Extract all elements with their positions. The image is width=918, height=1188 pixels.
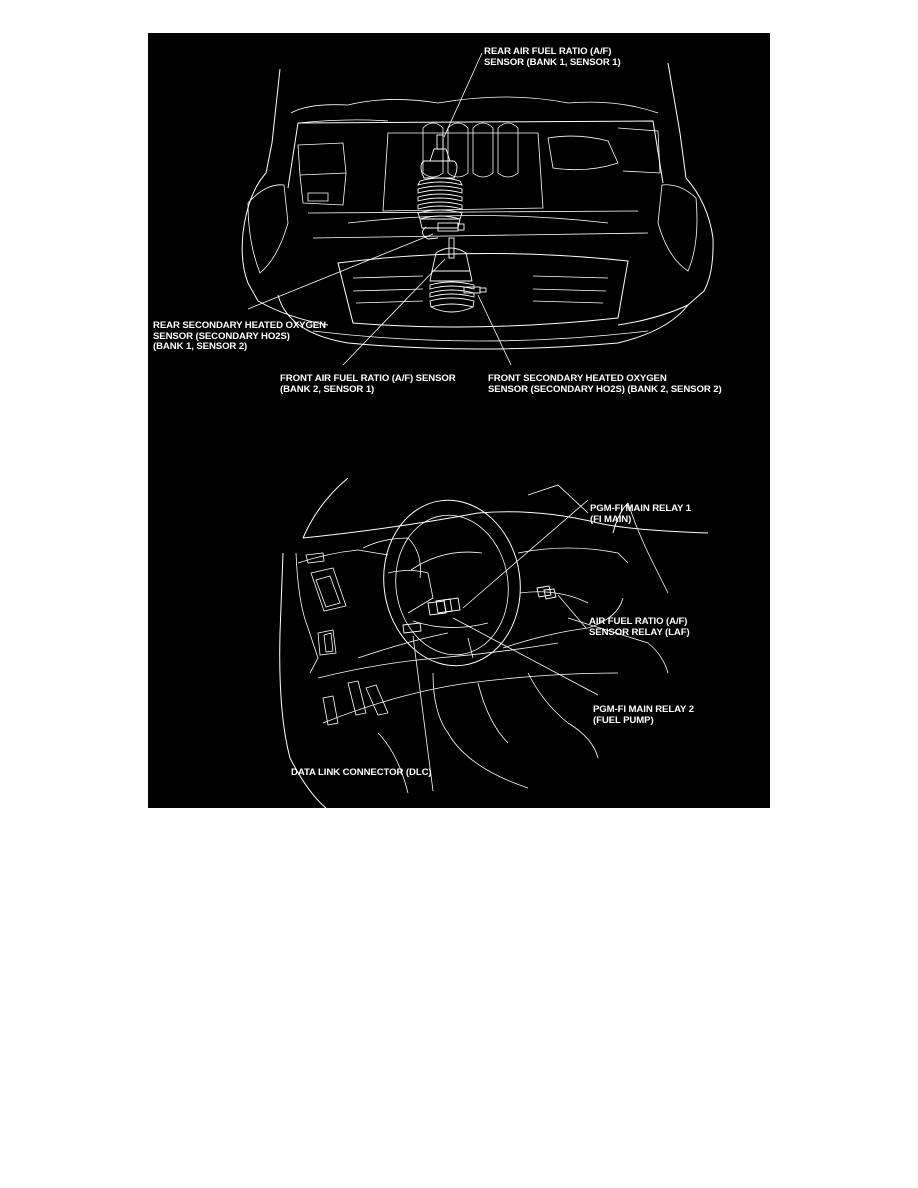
dashboard-illustration — [280, 478, 708, 808]
label-pgm-fi-main-relay-1: PGM-FI MAIN RELAY 1 (FI MAIN) — [590, 503, 691, 525]
line-art — [148, 33, 770, 808]
engine-bay-illustration — [242, 53, 713, 365]
pgm-fi-main-relay-illustration — [428, 598, 460, 615]
label-pgm-fi-main-relay-2: PGM-FI MAIN RELAY 2 (FUEL PUMP) — [593, 704, 694, 726]
front-af-sensor-illustration — [430, 238, 474, 312]
leader-front-af-sensor — [343, 259, 445, 365]
label-dlc: DATA LINK CONNECTOR (DLC) — [291, 767, 432, 778]
label-front-secondary-ho2s: FRONT SECONDARY HEATED OXYGEN SENSOR (SECONDARY HO2S) (BANK 2, SENSOR 2) — [488, 373, 722, 395]
leader-rear-secondary-ho2s — [248, 234, 433, 309]
label-rear-af-sensor: REAR AIR FUEL RATIO (A/F) SENSOR (BANK 1, SENSOR 1) — [484, 46, 621, 68]
rear-af-sensor-illustration — [418, 135, 462, 228]
label-front-af-sensor: FRONT AIR FUEL RATIO (A/F) SENSOR (BANK 2, SENSOR 1) — [280, 373, 456, 395]
leader-pgm-fi-main-relay-1 — [463, 500, 588, 608]
component-location-figure — [148, 33, 770, 808]
leader-front-secondary-ho2s — [478, 295, 511, 365]
label-rear-secondary-ho2s: REAR SECONDARY HEATED OXYGEN SENSOR (SECONDARY HO2S) (BANK 1, SENSOR 2) — [153, 320, 326, 352]
label-af-sensor-relay: AIR FUEL RATIO (A/F) SENSOR RELAY (LAF) — [589, 616, 690, 638]
